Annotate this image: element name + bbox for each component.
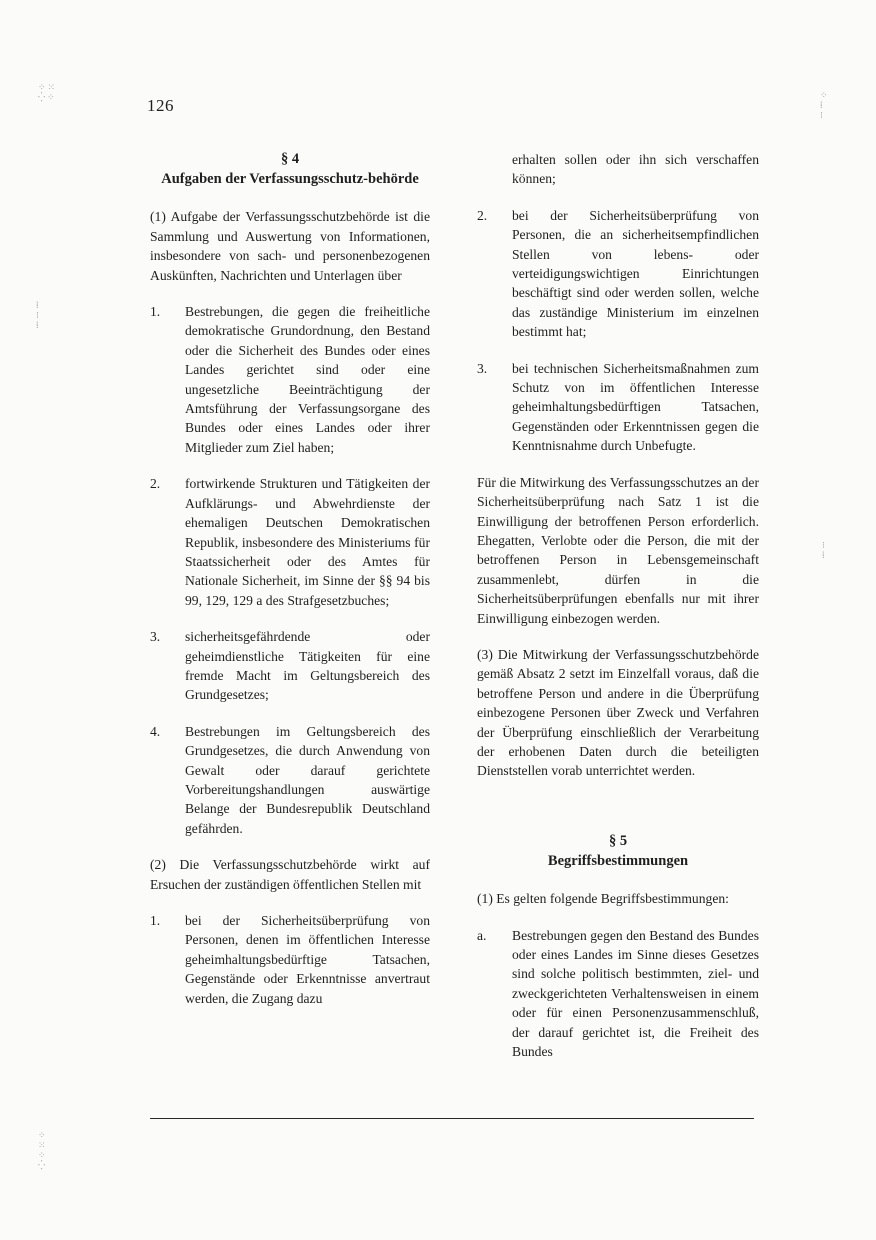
list-item-text: Bestrebungen, die gegen die freiheitliche demokratische Grundordnung, den Bestand oder die Sicherheit des Bundes oder eines Landes gerichtet sind oder eine ungesetzliche Beeinträchtigung der Amtsführung der Verfassungsorgane des Bundes oder eines Landes oder ihrer Mitglieder zum Ziel haben; (185, 304, 430, 455)
list-item (150, 627, 430, 705)
section-5-title: Begriffsbestimmungen (547, 853, 689, 870)
list-item-number: a. (477, 927, 487, 943)
section-4-paragraph-2-tail: Für die Mitwirkung des Verfassungsschutzes an der Sicherheitsüberprüfung nach Satz 1 ist die Einwilligung der betroffenen Person erforderlich. Ehegatten, Verlobte oder die Person, die mit der betroffenen Person in Lebensgemeinschaft zusammenlebt, dürfen in die Sicherheitsüberprüfungen ebenfalls nur mit ihrer Einwilligung einbezogen werden. (477, 474, 759, 626)
list-item (150, 302, 430, 457)
list-item-text: bei der Sicherheitsüberprüfung von Personen, die an sicherheitsempfindlichen Stellen von lebens- oder verteidigungswichtigen Einrichtungen beschäftigt sind oder werden sollen, welche das zuständige Ministerium im einzelnen bestimmt hat; (512, 207, 759, 340)
section-5-paragraph-1: (1) Es gelten folgende Begriffsbestimmungen: (477, 891, 729, 907)
list-item-text: Bestrebungen im Geltungsbereich des Grundgesetzes, die durch Anwendung von Gewalt oder darauf gerichtete Vorbereitungshandlungen auswärtige Belange der Bundesrepublik Deutschland gefährden. (185, 723, 430, 836)
list-item-text: fortwirkende Strukturen und Tätigkeiten der Aufklärungs- und Abwehrdienste der ehemaligen Deutschen Demokratischen Republik, insbesondere des Ministeriums für Staatssicherheit oder des Amtes für Nationale Sicherheit, im Sinne der §§ 94 bis 99, 129, 129 a des Strafgesetzbuches; (185, 476, 430, 608)
list-item-number: 2. (477, 207, 488, 223)
scan-noise: ⁘ ⁞ ⁝ (820, 90, 830, 120)
section-gap (477, 798, 759, 832)
footer-rule (150, 1118, 754, 1119)
section-5-number: § 5 (608, 832, 628, 849)
list-item (150, 474, 430, 610)
list-item (150, 911, 430, 1008)
section-4-paragraph-3: (3) Die Mitwirkung der Verfassungsschutzbehörde gemäß Absatz 2 setzt im Einzelfall voraus, daß die betroffene Person und andere in die Überprüfung einbezogene Personen über Zweck und Verfahren der Überprüfung einschließlich der Verarbeitung der erhobenen Daten durch die beteiligten Dienststellen vorab unterrichtet werden. (477, 646, 759, 779)
list-item-text: bei der Sicherheitsüberprüfung von Personen, denen im öffentlichen Interesse geheimhaltungsbedürftige Tatsachen, Gegenstände oder Erkenntnisse anvertraut werden, die Zugang dazu (185, 913, 430, 1006)
list-item (150, 722, 430, 838)
list-item (477, 926, 759, 1062)
scan-noise: ⁘ ⁙ ⁘ ⁛ (38, 1130, 48, 1170)
list-item (477, 206, 759, 342)
left-column (150, 150, 430, 1025)
section-4-title: Aufgaben der Verfassungsschutz-behörde (161, 171, 419, 188)
scan-noise: ⁝ ⁞ (822, 540, 827, 560)
list-item-text: bei technischen Sicherheitsmaßnahmen zum Schutz von im öffentlichen Interesse geheimhaltungsbedürftigen Tatsachen, Gegenständen oder Erkenntnissen gegen die Kenntnisnahme durch Unbefugte. (512, 360, 759, 454)
list-item-number: 1. (150, 304, 161, 320)
list-item-number: 2. (150, 476, 161, 492)
scan-noise: ⁞ ⁝ ⁞ (36, 300, 41, 330)
list-item (477, 359, 759, 456)
list-item-text: Bestrebungen gegen den Bestand des Bundes oder eines Landes im Sinne dieses Gesetzes sind solche politisch bestimmten, ziel- und zweckgerichteten Verhaltensweisen in einem oder für einen Personenzusammenschluß, der darauf gerichtet ist, die Freiheit des Bundes (512, 927, 759, 1060)
scan-noise: ⁘⁙ ⁛⁘ (38, 82, 58, 102)
list-item-number: 3. (150, 629, 161, 645)
right-column (477, 150, 759, 1078)
section-4-paragraph-1: (1) Aufgabe der Verfassungsschutzbehörde ist die Sammlung und Auswertung von Informationen, insbesondere von sach- und personenbezogenen Auskünften, Nachrichten und Unterlagen über (150, 209, 430, 283)
section-4-number: § 4 (280, 151, 300, 167)
list-item-continuation: erhalten sollen oder ihn sich verschaffen können; (512, 152, 759, 187)
section-4-paragraph-2: (2) Die Verfassungsschutzbehörde wirkt auf Ersuchen der zuständigen öffentlichen Stellen mit (150, 857, 430, 892)
list-item-number: 4. (150, 723, 161, 739)
list-item-number: 1. (150, 913, 161, 928)
list-item-text: sicherheitsgefährdende oder geheimdienstliche Tätigkeiten für eine fremde Macht im Geltungsbereich des Grundgesetzes; (185, 629, 430, 703)
page-number: 126 (147, 96, 174, 115)
list-item-number: 3. (477, 360, 488, 376)
